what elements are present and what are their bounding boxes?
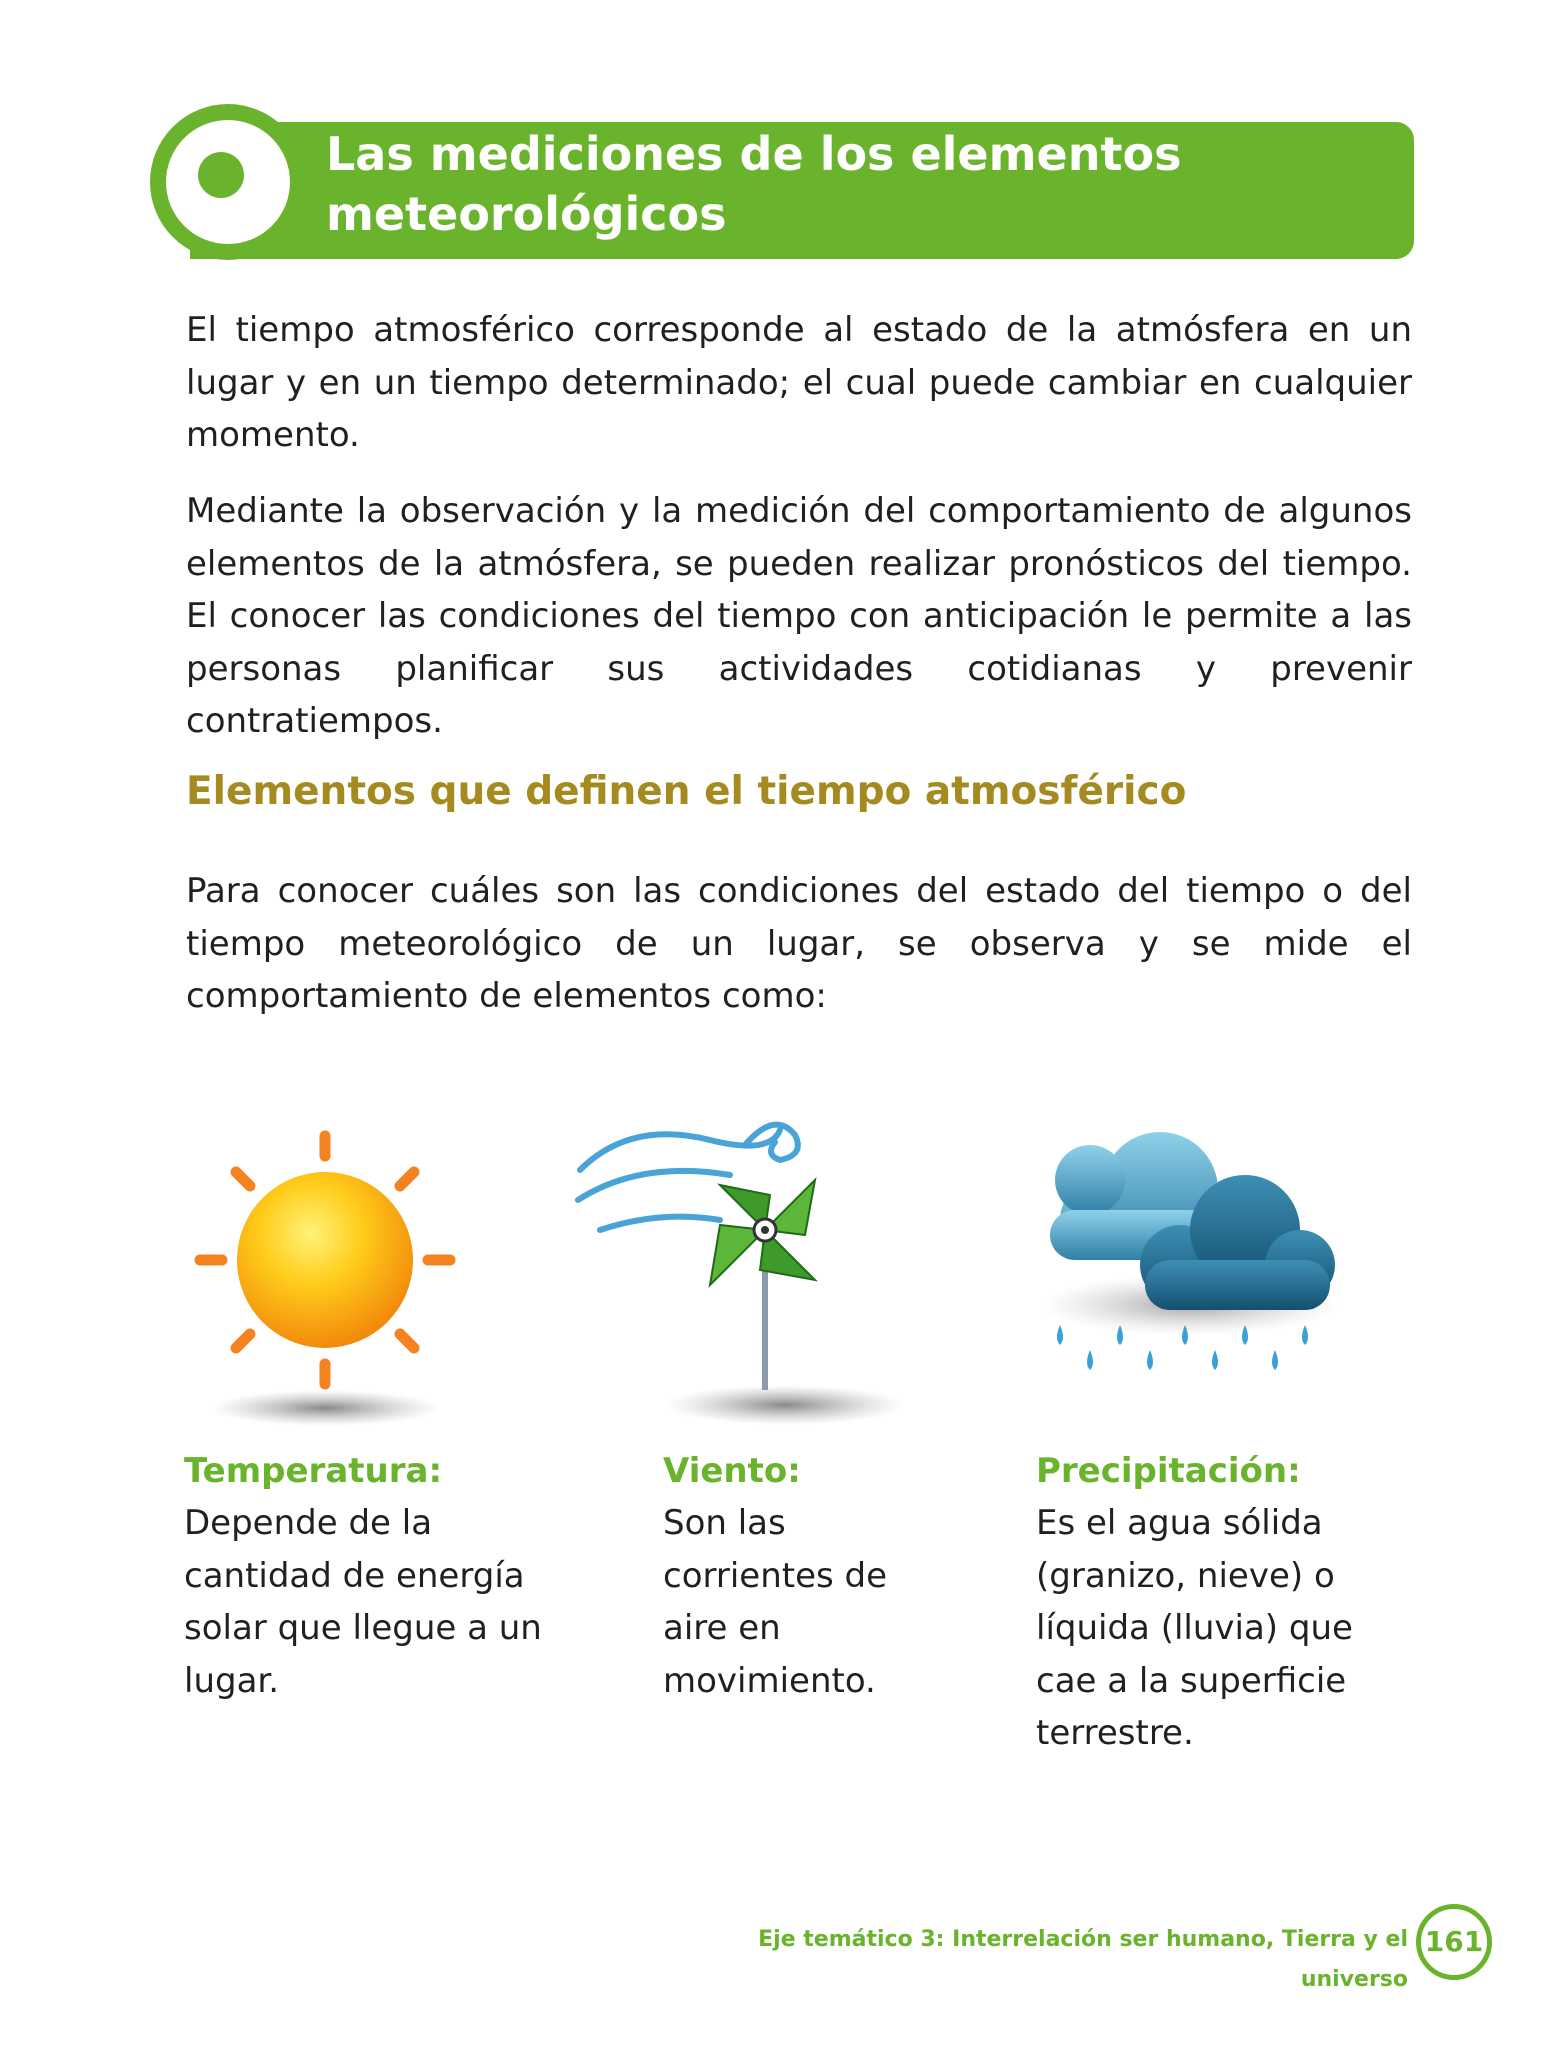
footer-text: Eje temático 3: Interrelación ser humano, Tierra y el universo [758, 1927, 1408, 1992]
element-temperatura [184, 1445, 544, 1707]
element-title: Viento: [663, 1451, 801, 1491]
intro-paragraph-2: Mediante la observación y la medición del comportamiento de algunos elementos de la atmósfera, se pueden realizar pronósticos del tiempo. El conocer las condiciones del tiempo con anticipación le permite a las personas planificar sus actividades cotidianas y prevenir contratiempos. [186, 491, 1412, 741]
page-number: 161 [1416, 1904, 1492, 1980]
header-dot-icon [198, 152, 244, 198]
element-description: Es el agua sólida (granizo, nieve) o líquida (lluvia) que cae a la superficie terrestre. [1036, 1503, 1353, 1753]
intro-paragraph-1: El tiempo atmosférico corresponde al estado de la atmósfera en un lugar y en un tiempo determinado; el cual puede cambiar en cualquier momento. [186, 310, 1412, 455]
rain-cloud-icon [1030, 1100, 1340, 1420]
sun-icon [190, 1120, 470, 1430]
element-viento [663, 1445, 943, 1707]
element-description: Son las corrientes de aire en movimiento. [663, 1503, 888, 1701]
element-description: Depende de la cantidad de energía solar que llegue a un lugar. [184, 1503, 542, 1701]
section-header [150, 104, 1414, 260]
section-heading: Elementos que definen el tiempo atmosférico [186, 769, 1187, 814]
section-paragraph: Para conocer cuáles son las condiciones del estado del tiempo o del tiempo meteorológico de un lugar, se observa y se mide el comportamiento de elementos como: [186, 871, 1412, 1016]
pinwheel-wind-icon [570, 1100, 920, 1430]
page-title: Las mediciones de los elementos meteorológicos [326, 127, 1182, 241]
element-precipitacion [1036, 1445, 1396, 1760]
element-title: Precipitación: [1036, 1451, 1301, 1491]
element-title: Temperatura: [184, 1451, 443, 1491]
